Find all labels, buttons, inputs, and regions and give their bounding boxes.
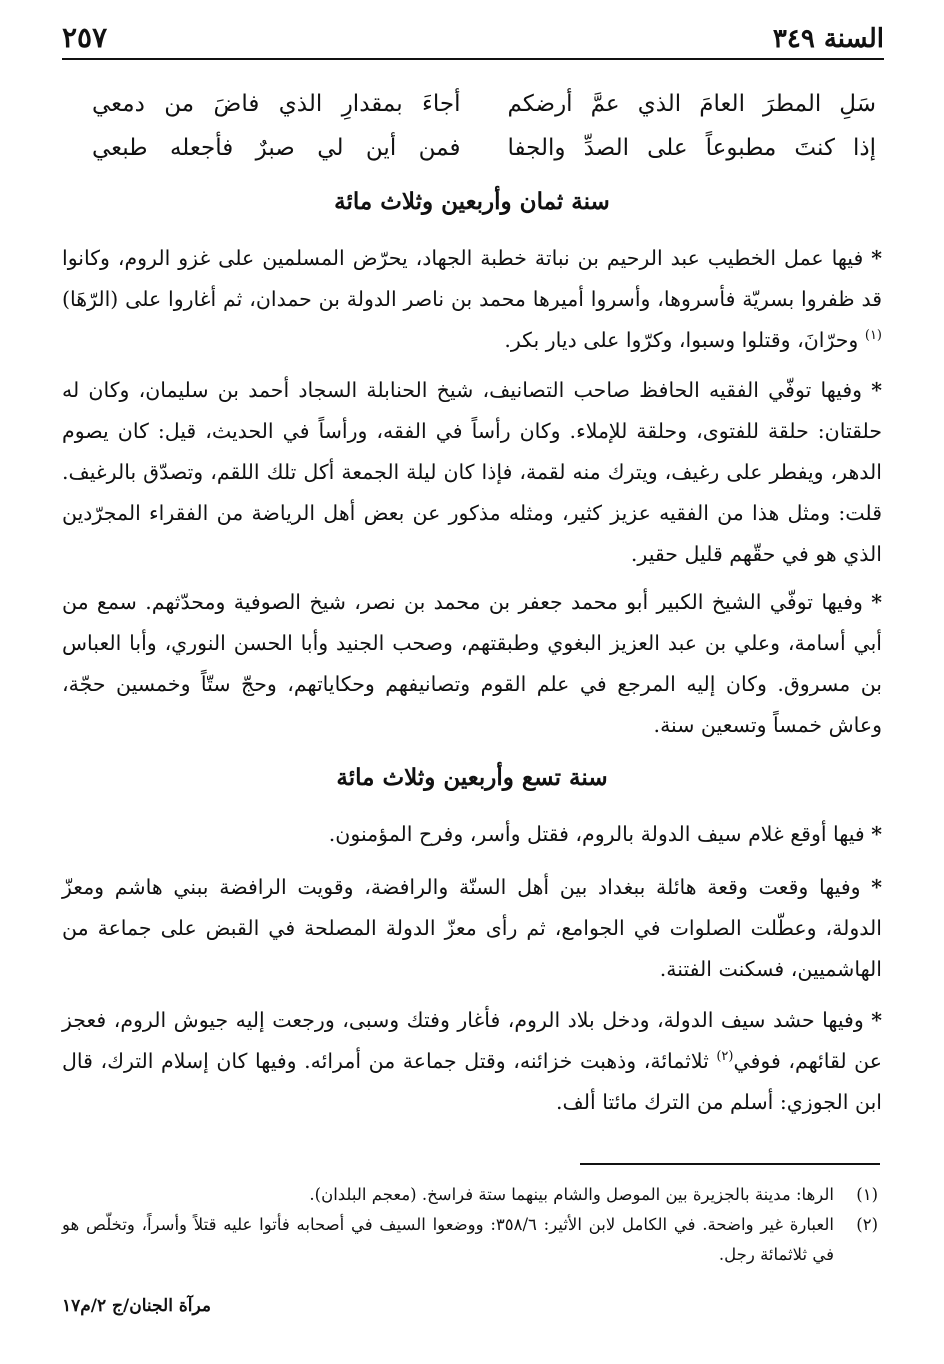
- section-heading: سنة ثمان وأربعين وثلاث مائة: [334, 188, 610, 215]
- page-number: ٢٥٧: [62, 21, 108, 54]
- footnote-reference: (٢): [716, 1049, 734, 1065]
- poem-verse: [92, 82, 876, 126]
- bullet-asterisk: *: [871, 1008, 882, 1032]
- paragraph-text: وفيها وقعت وقعة هائلة ببغداد بين أهل السنّة والرافضة، وقويت الرافضة ببني هاشم ومعزّ الدولة، وعطّلت الصلوات في الجوامع، ثم رأى معزّ الدولة المصلحة في القبض على جماعة من الهاشميين، فسكنت الفتنة.: [62, 875, 882, 981]
- bullet-asterisk: *: [871, 378, 882, 402]
- page-header: [62, 18, 884, 60]
- running-title: السنة ٣٤٩: [772, 24, 884, 54]
- poem-verse: [92, 126, 876, 170]
- footnote-text: العبارة غير واضحة. في الكامل لابن الأثير: ٣٥٨/٦: ووضعوا السيف في أصحابه فأتوا عليه قتلاً وأسراً، وتخلّص هو في ثلاثمائة رجل.: [62, 1215, 834, 1264]
- footnote: [62, 1210, 878, 1270]
- hemistich-first: سَلِ المطرَ العامَ الذي عمَّ أرضكم: [507, 91, 876, 117]
- footnote-number: (١): [856, 1185, 878, 1204]
- paragraph: [62, 238, 882, 361]
- paragraph-text: فيها عمل الخطيب عبد الرحيم بن نباتة خطبة الجهاد، يحرّض المسلمين على غزو الروم، وكانوا قد ظفروا بسريّة فأسروها، وأسروا أميرها محمد بن ناصر الدولة بن حمدان، ثم أغاروا على (الرّهَا): [62, 246, 882, 311]
- bullet-asterisk: *: [871, 246, 882, 270]
- paragraph-text: وفيها توفّي الفقيه الحافظ صاحب التصانيف، شيخ الحنابلة السجاد أحمد بن سليمان، وكان له حلقتان: حلقة للفتوى، وحلقة للإملاء. وكان رأساً في الفقه، ورأساً في الحديث، قيل: كان يصوم الدهر، ويفطر على رغيف، ويترك منه لقمة، فإذا كان ليلة الجمعة أكل تلك اللقم، وتصدّق بالرغيف. قلت: ومثل هذا من الفقيه عزيز كثير، ومثله مذكور عن بعض أهل الرياضة من الفقراء المجرّدين الذي هو في حقّهم قليل حقير.: [62, 378, 882, 566]
- paragraph-text: ثلاثمائة، وذهبت خزائنه، وقتل جماعة من أمرائه. وفيها كان إسلام الترك، قال ابن الجوزي: أسلم من الترك مائتا ألف.: [62, 1049, 882, 1114]
- paragraph: [62, 582, 882, 746]
- bullet-asterisk: *: [871, 590, 882, 614]
- bullet-asterisk: *: [871, 822, 882, 846]
- hemistich-second: أجاءَ بمقدارِ الذي فاضَ من دمعي: [92, 91, 461, 117]
- paragraph-text: وحرّانَ، وقتلوا وسبوا، وكرّوا على ديار بكر.: [504, 328, 865, 352]
- hemistich-first: إذا كنتَ مطبوعاً على الصدِّ والجفا: [507, 135, 876, 161]
- section-heading: سنة تسع وأربعين وثلاث مائة: [336, 764, 608, 791]
- footnote: [62, 1180, 878, 1210]
- bullet-asterisk: *: [871, 875, 882, 899]
- paragraph: [62, 867, 882, 990]
- footnote-number: (٢): [856, 1215, 878, 1234]
- paragraph-text: وفيها توفّي الشيخ الكبير أبو محمد جعفر بن محمد بن نصر، شيخ الصوفية ومحدّثهم. سمع من أبي أسامة، وعلي بن عبد العزيز البغوي وطبقتهم، وصحب الجنيد وأبا الحسن النوري، وأبا العباس بن مسروق. وكان إليه المرجع في علم القوم وتصانيفهم وحكاياتهم، وحجّ ستّاً وخمسين حجّة، وعاش خمساً وتسعين سنة.: [62, 590, 883, 737]
- paragraph-text: وفيها حشد سيف الدولة، ودخل بلاد الروم، فأغار وفتك وسبى، ورجعت إليه جيوش الروم، فعجز عن لقائهم، فوفي: [62, 1008, 882, 1073]
- paragraph: [62, 814, 882, 855]
- paragraph: [62, 1000, 882, 1123]
- poem: [92, 82, 876, 170]
- footnote-divider: [580, 1163, 880, 1165]
- footnotes: [62, 1180, 878, 1270]
- hemistich-second: فمن أين لي صبرٌ فأجعله طبعي: [92, 135, 461, 161]
- paragraph: [62, 370, 882, 575]
- printer-signature: مرآة الجنان/ج ٢/م١٧: [62, 1296, 211, 1316]
- paragraph-text: فيها أوقع غلام سيف الدولة بالروم، فقتل وأسر، وفرح المؤمنون.: [328, 822, 865, 846]
- footnote-reference: (١): [864, 328, 882, 344]
- footnote-text: الرها: مدينة بالجزيرة بين الموصل والشام بينهما ستة فراسخ. (معجم البلدان).: [309, 1185, 834, 1204]
